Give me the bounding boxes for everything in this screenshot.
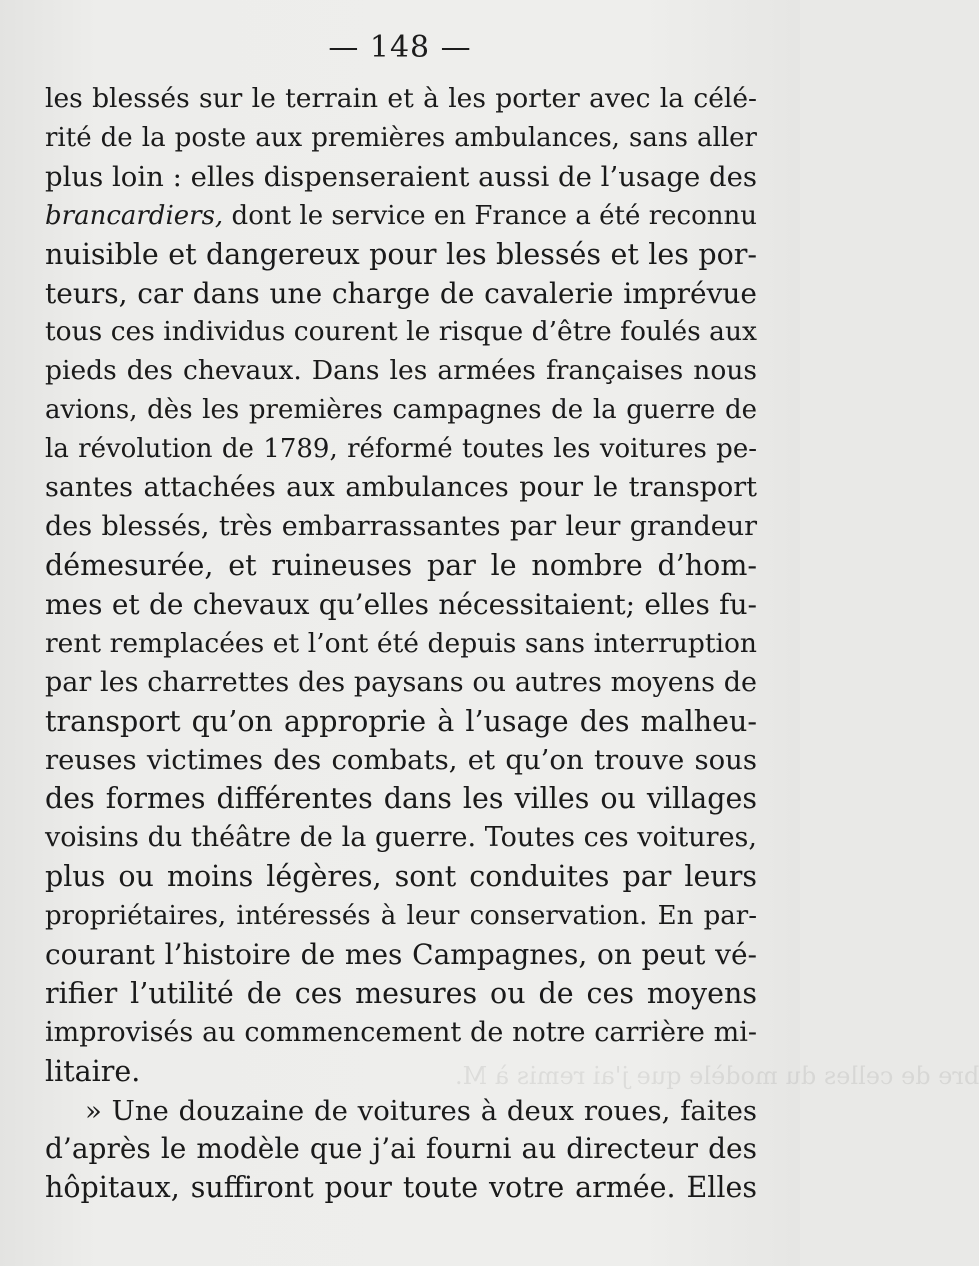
text-line: plus ou moins légères, sont conduites par leurs — [45, 860, 757, 894]
page-number-header: — 148 — — [328, 30, 472, 65]
text-line: santes attachées aux ambulances pour le transport — [45, 472, 757, 504]
text-line: rifier l’utilité de ces mesures ou de ces moyens — [45, 976, 757, 1010]
paragraph-end-line: litaire. — [45, 1054, 141, 1088]
text-line-rest: dont le service en France a été reconnu — [231, 200, 757, 231]
text-line: d’après le modèle que j’ai fourni au directeur des — [45, 1132, 757, 1166]
text-line: les blessés sur le terrain et à les porter avec la célé- — [45, 83, 757, 114]
text-line: improvisés au commencement de notre carrière mi- — [45, 1016, 757, 1048]
text-line: nuisible et dangereux pour les blessés et les por- — [45, 237, 757, 271]
text-line: propriétaires, intéressés à leur conservation. En par- — [45, 901, 757, 932]
text-line: par les charrettes des paysans ou autres moyens de — [45, 666, 757, 698]
text-line: teurs, car dans une charge de cavalerie imprévue — [45, 276, 757, 310]
italic-term: brancardiers, — [45, 200, 224, 231]
text-line: avions, dès les premières campagnes de la guerre de — [45, 395, 757, 426]
quote-paragraph-start: » Une douzaine de voitures à deux roues, faites — [85, 1094, 757, 1127]
show-through-text: bre de celles du modèle que j'ai remis à M. — [455, 1062, 979, 1090]
text-line: plus loin : elles dispenseraient aussi de l’usage des — [45, 160, 758, 193]
text-line: démesurée, et ruineuses par le nombre d’hom- — [45, 548, 757, 582]
text-line: reuses victimes des combats, et qu’on trouve sous — [45, 744, 757, 777]
body-text — [45, 80, 757, 1208]
text-line-with-italic — [45, 197, 757, 236]
text-line: voisins du théâtre de la guerre. Toutes ces voitures, — [45, 822, 757, 854]
text-line: transport qu’on approprie à l’usage des malheu- — [45, 704, 757, 738]
text-line: des blessés, très embarrassantes par leur grandeur — [45, 510, 757, 542]
text-line: la révolution de 1789, réformé toutes les voitures pe- — [45, 434, 757, 465]
text-line: rent remplacées et l’ont été depuis sans interruption — [45, 627, 757, 659]
text-line: des formes différentes dans les villes ou villages — [45, 782, 757, 816]
text-line: courant l’histoire de mes Campagnes, on peut vé- — [45, 937, 757, 971]
text-line: pieds des chevaux. Dans les armées françaises nous — [45, 355, 757, 387]
text-line: mes et de chevaux qu’elles nécessitaient; elles fu- — [45, 587, 757, 621]
text-line: rité de la poste aux premières ambulances, sans aller — [45, 122, 757, 153]
text-line: tous ces individus courent le risque d’être foulés aux — [45, 316, 757, 348]
text-line: hôpitaux, suffiront pour toute votre armée. Elles — [45, 1171, 757, 1205]
